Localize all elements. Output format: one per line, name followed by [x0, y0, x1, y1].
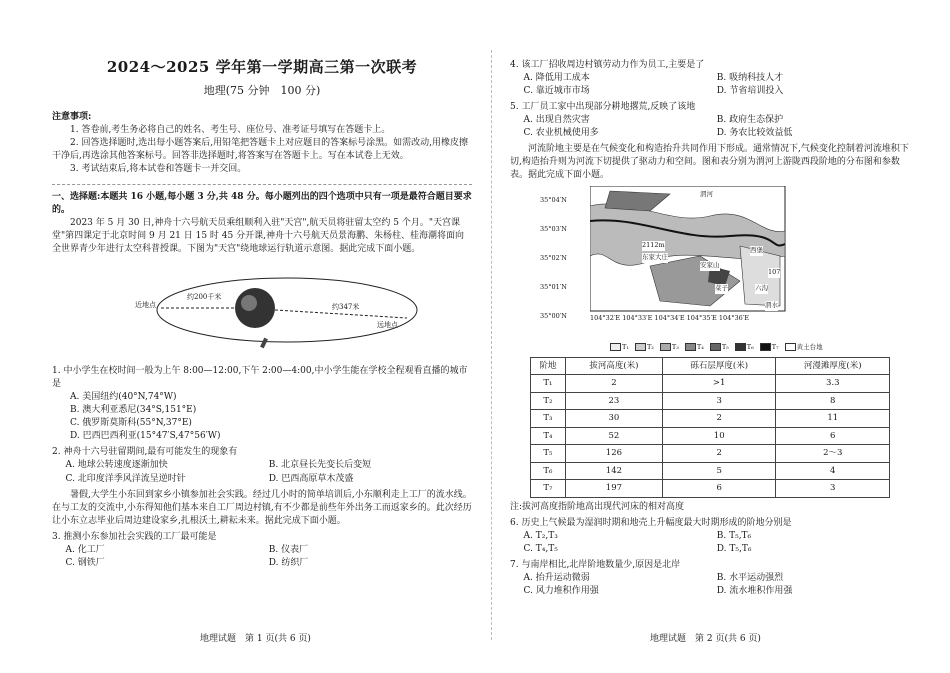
option-a[interactable]: A. 抬升运动微弱	[523, 573, 590, 584]
notice-item: 1. 答卷前,考生务必将自己的姓名、考生号、座位号、准考证号填写在答题卡上。	[70, 124, 391, 135]
table-cell: 3	[776, 480, 890, 498]
table-cell: 11	[776, 410, 890, 428]
notice-item: 2. 回答选择题时,选出每小题答案后,用铅笔把答题卡上对应题目的答案标号涂黑。如需改动,用橡皮擦干净后,再选涂其他答案标号。回答非选择题时,将答案写在答题卡上。写在本试卷上无效。	[52, 137, 469, 161]
section-rule	[52, 184, 472, 185]
option-d[interactable]: D. 巴西高原草木茂盛	[268, 473, 354, 484]
table-cell: T₁	[531, 375, 566, 393]
question-stem: 1. 中小学生在校时间一般为上午 8:00—12:00,下午 2:00—4:00,中小学生能在学校全程观看直播的城市是	[52, 366, 468, 390]
map-legend	[610, 343, 910, 352]
option-a[interactable]: A. 化工厂	[65, 544, 105, 555]
map-label-road: 107	[768, 268, 781, 277]
table-row	[531, 480, 890, 498]
legend-item: T₂	[635, 343, 654, 352]
table-cell: T₅	[531, 445, 566, 463]
table-cell: 30	[565, 410, 662, 428]
table-cell: 5	[662, 462, 776, 480]
table-cell: 8	[776, 392, 890, 410]
legend-item: T₁	[610, 343, 629, 352]
option-a[interactable]: A. 降低用工成本	[523, 73, 590, 84]
option-d[interactable]: D. 流水堆积作用强	[716, 586, 793, 597]
option-b[interactable]: B. 澳大利亚悉尼(34°S,151°E)	[70, 405, 197, 416]
table-cell: 142	[565, 462, 662, 480]
question-stem: 4. 该工厂招收周边村镇劳动力作为员工,主要是了	[510, 60, 705, 70]
map-label-place: 菜子	[715, 284, 728, 293]
footer-left: 地理试题 第 1 页(共 6 页)	[200, 634, 311, 644]
question-4	[510, 59, 910, 98]
question-3	[52, 531, 472, 570]
table-cell: 3	[662, 392, 776, 410]
option-c[interactable]: C. 靠近城市市场	[523, 86, 590, 97]
legend-item: T₆	[735, 343, 754, 352]
column-divider	[491, 50, 492, 640]
footer-right: 地理试题 第 2 页(共 6 页)	[650, 634, 761, 644]
table-cell: 197	[565, 480, 662, 498]
table-header-row	[531, 357, 890, 375]
passage-3: 河流阶地主要是在气候变化和构造抬升共同作用下形成。通常情况下,气候变化控制着河流堆积下切,构造抬升则为河流下切提供了驱动力和空间。图和表分别为渭河上游陇西段阶地的分布图和参数表。据此完成下面小题。	[510, 144, 909, 181]
table-header: 阶地	[531, 357, 566, 375]
table-header: 拔河高度(米)	[565, 357, 662, 375]
option-a[interactable]: A. 出现自然灾害	[523, 115, 590, 126]
terrace-map	[540, 186, 850, 341]
option-a[interactable]: A. 美国纽约(40°N,74°W)	[70, 392, 177, 403]
question-1	[52, 365, 472, 443]
option-c[interactable]: C. T₄,T₅	[523, 543, 558, 554]
lat-label: 35°04′N	[540, 196, 567, 205]
passage-2: 暑假,大学生小东回到家乡小镇参加社会实践。经过几小时的简单培训后,小东顺利走上工厂的流水线。在与工友的交流中,小东得知他们基本来自工厂周边村镇,有不少都是前些年外出务工而返家乡的。此次经历让小东立志毕业后周边建设家乡,扎根沃土,耕耘未来。据此完成下面小题。	[52, 489, 472, 526]
table-cell: 4	[776, 462, 890, 480]
option-a[interactable]: A. T₂,T₃	[523, 530, 558, 541]
table-cell: 3.3	[776, 375, 890, 393]
section-heading: 一、选择题:本题共 16 小题,每小题 3 分,共 48 分。每小题列出的四个选项中只有一项是最符合题目要求的。	[52, 191, 472, 215]
lat-label: 35°02′N	[540, 254, 567, 263]
option-b[interactable]: B. 水平运动强烈	[716, 573, 784, 584]
table-cell: 6	[776, 427, 890, 445]
left-column	[52, 0, 472, 570]
table-cell: 10	[662, 427, 776, 445]
option-b[interactable]: B. T₅,T₆	[716, 530, 752, 541]
exam-subtitle: 地理(75 分钟 100 分)	[203, 83, 321, 97]
legend-item: T₄	[685, 343, 704, 352]
terrace-table	[530, 357, 890, 498]
map-label-place: 渭水	[765, 301, 778, 310]
passage-1: 2023 年 5 月 30 日,神舟十六号航天员乘组顺利入驻"天宫",航天员将驻留太空约 5 个月。"天宫课堂"第四课定于北京时间 9 月 21 日 15 时 45 分开课,神舟十六号航天员景海鹏、朱杨柱、桂海潮将面向全世界青少年进行太空科普授课。下图为"天宫"绕地球运行轨道示意图。据此完成下面小题。	[52, 218, 464, 255]
option-b[interactable]: B. 北京昼长先变长后变短	[268, 460, 372, 471]
table-cell: 52	[565, 427, 662, 445]
map-label-place: 西堡	[750, 246, 763, 255]
table-cell: T₄	[531, 427, 566, 445]
table-cell: T₂	[531, 392, 566, 410]
lat-label: 35°01′N	[540, 283, 567, 292]
option-c[interactable]: C. 俄罗斯莫斯科(55°N,37°E)	[70, 418, 192, 429]
option-c[interactable]: C. 农业机械使用多	[523, 128, 599, 139]
lon-labels: 104°32′E 104°33′E 104°34′E 104°35′E 104°36′E	[590, 314, 750, 323]
map-label-river: 渭河	[700, 190, 713, 199]
map-label-place: 安家山	[700, 261, 720, 270]
table-cell: >1	[662, 375, 776, 393]
table-note: 注:拔河高度指阶地高出现代河床的相对高度	[510, 501, 685, 512]
table-row	[531, 445, 890, 463]
exam-title: 2024～2025 学年第一学期高三第一次联考	[106, 58, 418, 76]
table-cell: 23	[565, 392, 662, 410]
question-stem: 7. 与南岸相比,北岸阶地数量少,原因是北岸	[510, 560, 681, 571]
table-row	[531, 462, 890, 480]
option-d[interactable]: D. 节省培训投入	[716, 86, 784, 97]
table-cell: 2	[565, 375, 662, 393]
table-cell: T₆	[531, 462, 566, 480]
question-2	[52, 446, 472, 485]
table-cell: T₇	[531, 480, 566, 498]
distance-label-2: 约347米	[332, 303, 360, 312]
table-cell: 126	[565, 445, 662, 463]
option-c[interactable]: C. 北印度洋季风洋流呈逆时针	[65, 473, 186, 484]
table-row	[531, 392, 890, 410]
lat-label: 35°03′N	[540, 225, 567, 234]
legend-item: T₇	[760, 343, 779, 352]
orbit-diagram	[137, 262, 437, 362]
table-row	[531, 375, 890, 393]
option-d[interactable]: D. T₅,T₆	[716, 543, 752, 554]
table-cell: 2	[662, 410, 776, 428]
question-stem: 2. 神舟十六号驻留期间,最有可能发生的现象有	[52, 447, 238, 458]
table-cell: T₃	[531, 410, 566, 428]
table-header: 河漫滩厚度(米)	[776, 357, 890, 375]
table-cell: 6	[662, 480, 776, 498]
perigee-label: 近地点	[135, 301, 156, 310]
distance-label-1: 约200千米	[187, 293, 222, 302]
question-7	[510, 559, 910, 598]
option-c[interactable]: C. 风力堆积作用强	[523, 586, 599, 597]
notice-item: 3. 考试结束后,将本试卷和答题卡一并交回。	[70, 163, 247, 174]
map-label-place: 东家大庄	[642, 253, 668, 262]
option-d[interactable]: D. 务农比较效益低	[716, 128, 793, 139]
map-label-elev: 2112m	[642, 241, 665, 250]
legend-item: 黄土台地	[785, 343, 823, 352]
lat-label: 35°00′N	[540, 312, 567, 321]
legend-item: T₃	[660, 343, 679, 352]
legend-item: T₅	[710, 343, 729, 352]
apogee-label: 远地点	[377, 321, 398, 330]
table-cell: 2～3	[776, 445, 890, 463]
right-column	[510, 56, 910, 598]
option-c[interactable]: C. 钢铁厂	[65, 557, 105, 568]
option-d[interactable]: D. 巴西巴西利亚(15°47′S,47°56′W)	[70, 431, 221, 442]
option-b[interactable]: B. 仪表厂	[268, 544, 309, 555]
option-d[interactable]: D. 纺织厂	[268, 557, 309, 568]
option-b[interactable]: B. 吸纳科技人才	[716, 73, 784, 84]
map-label-place: 六沟	[755, 284, 768, 293]
table-cell: 2	[662, 445, 776, 463]
notice-heading: 注意事项:	[52, 111, 92, 122]
question-6	[510, 517, 910, 556]
question-stem: 5. 工厂员工家中出现部分耕地撂荒,反映了该地	[510, 102, 696, 113]
table-row	[531, 410, 890, 428]
question-5	[510, 101, 910, 140]
question-stem: 3. 推测小东参加社会实践的工厂最可能是	[52, 531, 217, 542]
lat-labels	[540, 186, 567, 331]
question-stem: 6. 历史上气候最为湿润时期和地壳上升幅度最大时期形成的阶地分别是	[510, 517, 792, 528]
table-row	[531, 427, 890, 445]
table-header: 砾石层厚度(米)	[662, 357, 776, 375]
option-a[interactable]: A. 地球公转速度逐渐加快	[65, 460, 168, 471]
option-b[interactable]: B. 政府生态保护	[716, 115, 784, 126]
